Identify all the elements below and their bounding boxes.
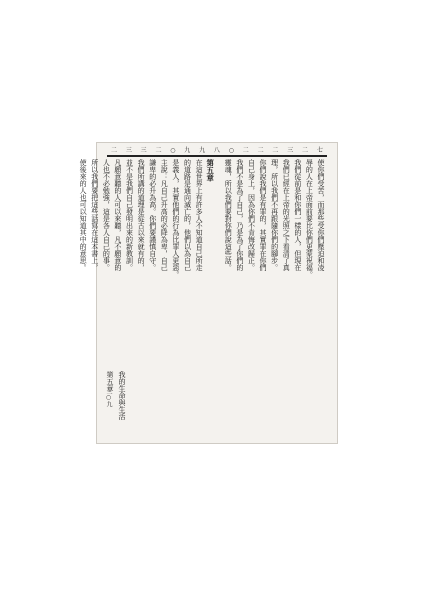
text-column: 的道路是通向滅亡的，他們以為自己 [183, 159, 192, 271]
text-column: 我們已經在上帝的光照之下看清了真 [282, 159, 291, 271]
header-number: 三 [140, 147, 147, 154]
text-column: 所以我們要把這些話寫在這本書上， [90, 159, 99, 271]
header-number: 三 [125, 147, 132, 154]
header-number: 二 [155, 147, 162, 154]
header-number: 九 [184, 147, 191, 154]
header-number: 二 [242, 147, 249, 154]
header-number: 二 [302, 147, 309, 154]
text-column: 使你們受苦，而那些受你們壓迫和凌 [317, 159, 325, 271]
scanned-page [79, 142, 338, 444]
text-column: 凡願意聽的人可以來聽，凡不願意的 [113, 159, 122, 271]
text-column: 你們說我們是有罪的，其實罪在你們 [259, 159, 268, 271]
text-column: 是義人，其實他們的行為比罪人更惡。 [171, 159, 180, 278]
text-column: 靈魂，所以我們要對你們說這些話。 [224, 159, 233, 271]
text-column: 使後來的人也可以知道其中的意思。 [79, 159, 88, 271]
page-number: 三○九 [105, 388, 112, 407]
text-column: 自己身上，因為你們不肯悔改歸正。 [247, 159, 256, 271]
header-number: ○ [170, 147, 176, 154]
text-column: 辱的人在上帝面前要比你們更蒙祝福。 [305, 159, 314, 278]
text-column: 並不是我們自己發明出來的新教訓。 [125, 159, 134, 271]
header-number: 七 [316, 147, 323, 154]
text-column: 理，所以我們不再跟隨你們的腳步。 [270, 159, 279, 271]
chapter-heading: 第五章 [205, 159, 215, 182]
header-number: ○ [228, 147, 234, 154]
footer-text: 我的生命與生活 [118, 371, 126, 420]
footer-text: 第五章 [106, 371, 114, 392]
header-number: 八 [213, 147, 220, 154]
text-column: 人也不必勉強，這是各人自己的事。 [102, 159, 111, 271]
text-column: 我們不是為了自己，乃是為了你們的 [235, 159, 244, 271]
page-header-numbers [111, 147, 323, 155]
text-column: 主說：凡自己升高的必降為卑，自己 [160, 159, 169, 271]
header-rule [107, 155, 327, 157]
text-column: 我們從前是和你們一樣的人，但現在 [293, 159, 302, 271]
header-number: 三 [287, 147, 294, 154]
header-number: 二 [272, 147, 279, 154]
header-number: 二 [111, 147, 118, 154]
text-column: 在這世界上有許多人不知道自己所走 [195, 159, 204, 271]
text-column: 謙卑的必升為高。你們要謹慎自守。 [148, 159, 157, 271]
text-column: 我們所講的道理是從古以來就有的， [137, 159, 146, 271]
header-number: 二 [257, 147, 264, 154]
header-number: 九 [199, 147, 206, 154]
